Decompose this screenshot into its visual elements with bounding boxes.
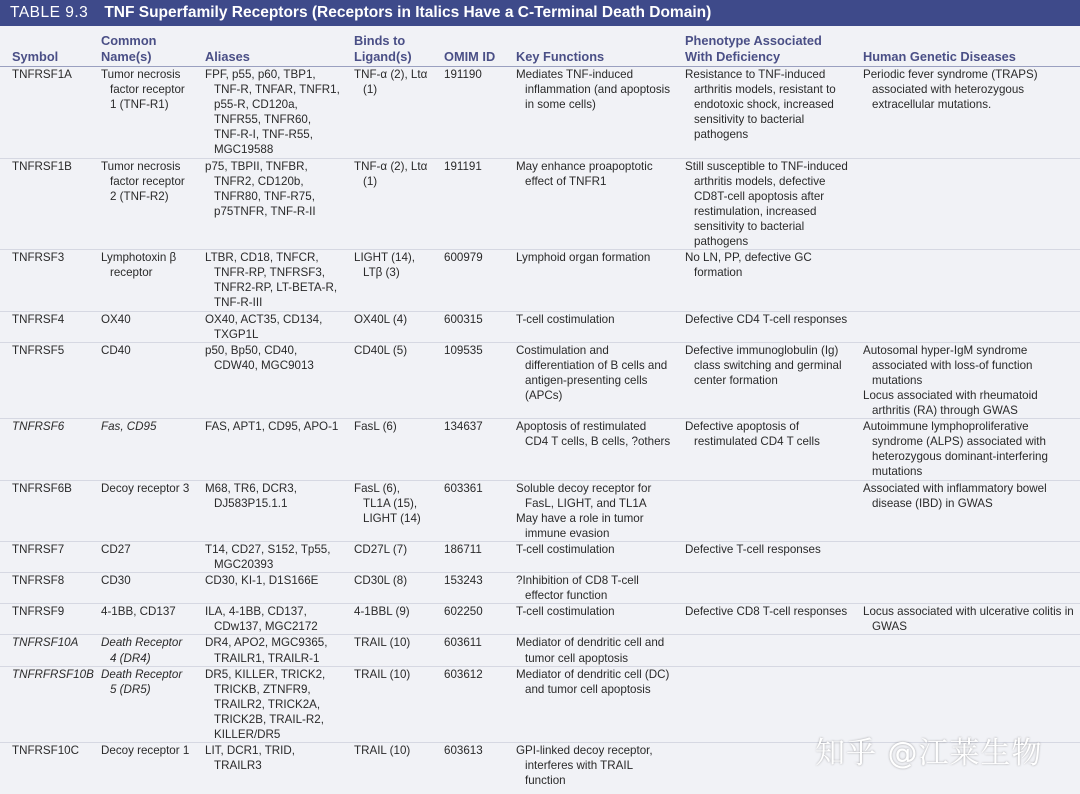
table-row <box>0 311 1080 342</box>
cell-text: ?Inhibition of CD8 T-cell effector function <box>516 574 639 603</box>
cell-symbol <box>0 250 91 311</box>
cell-omim-id <box>434 635 506 666</box>
cell-diseases <box>853 311 1080 342</box>
cell-text: TNFRSF8 <box>12 574 65 588</box>
cell-omim-id <box>434 666 506 742</box>
cell-symbol <box>0 67 91 159</box>
cell-ligands <box>344 635 434 666</box>
cell-aliases <box>195 158 344 250</box>
header-symbol: Symbol <box>12 49 59 64</box>
cell-text: FasL (6), TL1A (15), LIGHT (14) <box>354 481 421 525</box>
cell-text: May enhance proapoptotic effect of TNFR1 <box>516 159 653 188</box>
cell-text: TNFRSF5 <box>12 343 65 357</box>
cell-text: Autoimmune lymphoproliferative syndrome (ALPS) associated with heterozygous dominant-interfering mutations <box>863 420 1048 479</box>
watermark: 知乎 @江莱生物 <box>815 736 1043 771</box>
cell-aliases <box>195 480 344 541</box>
cell-text: CD27 <box>101 542 131 556</box>
cell-ligands <box>344 541 434 572</box>
cell-diseases <box>853 158 1080 250</box>
cell-text: OX40L (4) <box>354 312 408 326</box>
cell-text: 603611 <box>444 636 482 650</box>
cell-text: 603361 <box>444 481 483 495</box>
cell-omim-id <box>434 158 506 250</box>
table-row <box>0 158 1080 250</box>
cell-aliases <box>195 67 344 159</box>
cell-omim-id <box>434 67 506 159</box>
cell-ligands <box>344 604 434 635</box>
cell-phenotype <box>675 342 853 418</box>
cell-text: T-cell costimulation <box>516 605 615 619</box>
cell-text: T14, CD27, S152, Tp55, MGC20393 <box>205 542 331 571</box>
cell-text: p50, Bp50, CD40, CDW40, MGC9013 <box>205 343 314 372</box>
cell-key-functions <box>506 342 675 418</box>
cell-omim-id <box>434 311 506 342</box>
cell-text: Locus associated with ulcerative colitis in GWAS <box>863 605 1074 634</box>
cell-text: Autosomal hyper-IgM syndrome associated with loss-of function mutations <box>863 343 1033 387</box>
table-row <box>0 635 1080 666</box>
cell-text: TRAIL (10) <box>354 667 411 681</box>
cell-text: 600315 <box>444 312 483 326</box>
cell-text: CD27L (7) <box>354 542 408 556</box>
cell-common-name <box>91 250 195 311</box>
cell-phenotype <box>675 604 853 635</box>
cell-phenotype <box>675 573 853 604</box>
cell-symbol <box>0 666 94 742</box>
cell-key-functions <box>506 250 675 311</box>
cell-common-name <box>91 573 195 604</box>
cell-text: p75, TBPII, TNFBR, TNFR2, CD120b, TNFR80, TNF-R75, p75TNFR, TNF-R-II <box>205 159 316 218</box>
cell-phenotype <box>675 158 853 250</box>
cell-text: TNFRSF3 <box>12 251 65 265</box>
cell-text: Decoy receptor 3 <box>101 481 190 495</box>
cell-text: Lymphoid organ formation <box>516 251 651 265</box>
table-title-bar <box>0 0 1080 26</box>
cell-omim-id <box>434 743 506 789</box>
cell-text: Tumor necrosis factor receptor 1 (TNF-R1) <box>101 68 185 112</box>
cell-text: Resistance to TNF-induced arthritis models, resistant to endotoxic shock, increased sensitivity to bacterial pathogens <box>685 68 836 142</box>
cell-text: DR4, APO2, MGC9365, TRAILR1, TRAILR-1 <box>205 636 328 665</box>
cell-text: 602250 <box>444 605 483 619</box>
header-aliases: Aliases <box>205 49 250 64</box>
receptor-table <box>0 30 1080 788</box>
cell-key-functions <box>506 666 675 742</box>
cell-text: Periodic fever syndrome (TRAPS) associated with heterozygous extracellular mutations. <box>863 68 1038 112</box>
cell-ligands <box>344 342 434 418</box>
cell-text: 603613 <box>444 744 483 758</box>
cell-symbol <box>0 419 91 480</box>
cell-text: TNFRSF1A <box>12 68 72 81</box>
cell-common-name <box>91 311 195 342</box>
cell-text: TRAIL (10) <box>354 636 411 650</box>
cell-key-functions <box>506 158 675 250</box>
cell-text: FPF, p55, p60, TBP1, TNF-R, TNFAR, TNFR1, p55-R, CD120a, TNFR55, TNFR60, TNF-R-I, TNF-R55, MGC19588 <box>205 68 340 157</box>
cell-phenotype <box>675 67 853 159</box>
cell-text: ILA, 4-1BB, CD137, CDw137, MGC2172 <box>205 605 318 634</box>
cell-text: CD40 <box>101 343 131 357</box>
cell-text: 4-1BBL (9) <box>354 605 410 619</box>
table-row <box>0 541 1080 572</box>
cell-text: Fas, CD95 <box>101 420 157 434</box>
cell-omim-id <box>434 573 506 604</box>
cell-text: Decoy receptor 1 <box>101 744 190 758</box>
cell-ligands <box>344 250 434 311</box>
cell-symbol <box>0 311 91 342</box>
cell-common-name <box>91 342 195 418</box>
cell-key-functions <box>506 311 675 342</box>
cell-text: Tumor necrosis factor receptor 2 (TNF-R2) <box>101 159 185 203</box>
cell-text: Defective CD4 T-cell responses <box>685 312 848 326</box>
cell-aliases <box>195 604 344 635</box>
cell-text: TNFRSF10C <box>12 744 79 758</box>
cell-text: CD30L (8) <box>354 574 408 588</box>
cell-symbol <box>0 158 91 250</box>
cell-common-name <box>91 67 195 159</box>
cell-phenotype <box>675 250 853 311</box>
header-row <box>0 30 1080 67</box>
cell-diseases <box>853 250 1080 311</box>
cell-ligands <box>344 67 434 159</box>
cell-omim-id <box>434 480 506 541</box>
cell-key-functions <box>506 419 675 480</box>
cell-text: Death Receptor 4 (DR4) <box>101 636 183 665</box>
cell-text: Still susceptible to TNF-induced arthritis models, defective CD8T-cell apoptosis after restimulation, increased sensitivity to bacterial pathogens <box>685 159 848 249</box>
cell-text: T-cell costimulation <box>516 312 615 326</box>
cell-symbol <box>0 342 91 418</box>
cell-text: Mediates TNF-induced inflammation (and apoptosis in some cells) <box>516 68 671 112</box>
cell-phenotype <box>675 635 853 666</box>
cell-common-name <box>91 419 195 480</box>
cell-aliases <box>195 573 344 604</box>
cell-common-name <box>91 666 195 742</box>
cell-aliases <box>195 666 344 742</box>
header-diseases: Human Genetic Diseases <box>863 49 1016 64</box>
cell-common-name <box>91 743 195 789</box>
cell-diseases <box>853 342 1080 418</box>
cell-text: CD40L (5) <box>354 343 408 357</box>
cell-aliases <box>195 541 344 572</box>
cell-phenotype <box>675 541 853 572</box>
cell-common-name <box>91 541 195 572</box>
cell-ligands <box>344 311 434 342</box>
cell-text: 153243 <box>444 574 483 588</box>
cell-aliases <box>195 250 344 311</box>
cell-text: GPI-linked decoy receptor, interferes with TRAIL function <box>516 744 653 788</box>
cell-diseases <box>853 604 1080 635</box>
table-body <box>0 67 1080 789</box>
cell-key-functions <box>506 480 675 541</box>
cell-ligands <box>344 158 434 250</box>
cell-text: CD30 <box>101 574 131 588</box>
table-row <box>0 67 1080 159</box>
table-title: TNF Superfamily Receptors (Receptors in Italics Have a C-Terminal Death Domain) <box>104 4 712 21</box>
cell-text: CD30, KI-1, D1S166E <box>205 574 319 588</box>
cell-aliases <box>195 635 344 666</box>
header-key-functions: Key Functions <box>516 49 605 64</box>
cell-omim-id <box>434 250 506 311</box>
cell-key-functions <box>506 541 675 572</box>
cell-text: DR5, KILLER, TRICK2, TRICKB, ZTNFR9, TRAILR2, TRICK2A, TRICK2B, TRAIL-R2, KILLER/DR5 <box>205 667 326 742</box>
cell-text: TNFRSF9 <box>12 605 65 619</box>
cell-text: Defective immunoglobulin (Ig) class switching and germinal center formation <box>685 343 842 387</box>
cell-text: TRAIL (10) <box>354 744 411 758</box>
cell-text: 4-1BB, CD137 <box>101 605 176 619</box>
cell-phenotype <box>675 419 853 480</box>
cell-text: T-cell costimulation <box>516 542 615 556</box>
cell-text: 191190 <box>444 68 482 81</box>
cell-symbol <box>0 635 91 666</box>
header-omim-id: OMIM ID <box>444 49 496 64</box>
cell-text: 191191 <box>444 159 482 173</box>
cell-text: OX40, ACT35, CD134, TXGP1L <box>205 312 323 341</box>
cell-diseases <box>853 67 1080 159</box>
cell-symbol <box>0 480 91 541</box>
table-row <box>0 573 1080 604</box>
cell-diseases <box>853 635 1080 666</box>
cell-symbol <box>0 541 91 572</box>
cell-common-name <box>91 604 195 635</box>
cell-text: Apoptosis of restimulated CD4 T cells, B cells, ?others <box>516 420 671 449</box>
cell-text: TNFRSF7 <box>12 542 65 556</box>
cell-text: Soluble decoy receptor for FasL, LIGHT, and TL1A <box>516 481 652 510</box>
cell-omim-id <box>434 541 506 572</box>
cell-text: LTBR, CD18, TNFCR, TNFR-RP, TNFRSF3, TNFR2-RP, LT-BETA-R, TNF-R-III <box>205 251 338 310</box>
header-common-names: Common Name(s) <box>101 33 157 64</box>
cell-ligands <box>344 573 434 604</box>
cell-diseases <box>853 480 1080 541</box>
cell-text: LIGHT (14), LTβ (3) <box>354 251 415 280</box>
table-row <box>0 604 1080 635</box>
cell-omim-id <box>434 419 506 480</box>
cell-text: Lymphotoxin β receptor <box>101 251 177 280</box>
table-label: TABLE 9.3 <box>10 4 89 21</box>
cell-phenotype <box>675 311 853 342</box>
cell-text: No LN, PP, defective GC formation <box>685 251 812 280</box>
cell-aliases <box>195 342 344 418</box>
cell-text: FAS, APT1, CD95, APO-1 <box>205 420 339 434</box>
cell-text: TNFRSF10A <box>12 636 79 650</box>
cell-omim-id <box>434 342 506 418</box>
cell-key-functions <box>506 604 675 635</box>
cell-ligands <box>344 419 434 480</box>
table-row <box>0 250 1080 311</box>
cell-diseases <box>853 541 1080 572</box>
cell-text: Defective apoptosis of restimulated CD4 T cells <box>685 420 820 449</box>
cell-aliases <box>195 311 344 342</box>
table-row <box>0 480 1080 541</box>
cell-text: TNFRFRSF10B <box>12 667 94 681</box>
cell-text: Defective T-cell responses <box>685 542 821 556</box>
cell-text: Defective CD8 T-cell responses <box>685 605 848 619</box>
cell-aliases <box>195 419 344 480</box>
cell-text: TNFRSF6B <box>12 481 72 495</box>
cell-omim-id <box>434 604 506 635</box>
cell-text: TNFRSF6 <box>12 420 65 434</box>
header-phenotype: Phenotype Associated With Deficiency <box>685 33 822 64</box>
cell-text: OX40 <box>101 312 131 326</box>
cell-text: LIT, DCR1, TRID, TRAILR3 <box>205 744 295 773</box>
cell-text: Costimulation and differentiation of B cells and antigen-presenting cells (APCs) <box>516 343 668 402</box>
cell-key-functions <box>506 635 675 666</box>
cell-text: 134637 <box>444 420 483 434</box>
cell-key-functions <box>506 573 675 604</box>
cell-text: M68, TR6, DCR3, DJ583P15.1.1 <box>205 481 297 510</box>
cell-diseases <box>853 573 1080 604</box>
cell-ligands <box>344 480 434 541</box>
cell-text: FasL (6) <box>354 420 397 434</box>
cell-text: Mediator of dendritic cell and tumor cell apoptosis <box>516 636 665 665</box>
cell-text: 603612 <box>444 667 483 681</box>
cell-common-name <box>91 158 195 250</box>
cell-text: Associated with inflammatory bowel disease (IBD) in GWAS <box>863 481 1047 510</box>
cell-text: May have a role in tumor immune evasion <box>516 511 644 540</box>
cell-ligands <box>344 666 434 742</box>
cell-symbol <box>0 743 91 789</box>
header-ligands: Binds to Ligand(s) <box>354 33 412 64</box>
cell-text: 600979 <box>444 251 483 265</box>
cell-text: Death Receptor 5 (DR5) <box>101 667 183 696</box>
cell-text: TNF-α (2), Ltα (1) <box>354 159 428 188</box>
cell-common-name <box>91 635 195 666</box>
cell-key-functions <box>506 67 675 159</box>
table-row <box>0 342 1080 418</box>
cell-symbol <box>0 604 91 635</box>
cell-text: TNFRSF1B <box>12 159 72 173</box>
cell-text: Mediator of dendritic cell (DC) and tumor cell apoptosis <box>516 667 670 696</box>
cell-common-name <box>91 480 195 541</box>
cell-aliases <box>195 743 344 789</box>
cell-diseases <box>853 419 1080 480</box>
cell-text: 109535 <box>444 343 483 357</box>
cell-text: TNF-α (2), Ltα (1) <box>354 68 428 97</box>
cell-text: TNFRSF4 <box>12 312 65 326</box>
cell-symbol <box>0 573 91 604</box>
cell-text: 186711 <box>444 542 482 556</box>
cell-ligands <box>344 743 434 789</box>
cell-key-functions <box>506 743 675 789</box>
table-row <box>0 419 1080 480</box>
cell-text: Locus associated with rheumatoid arthritis (RA) through GWAS <box>863 388 1038 418</box>
cell-phenotype <box>675 480 853 541</box>
